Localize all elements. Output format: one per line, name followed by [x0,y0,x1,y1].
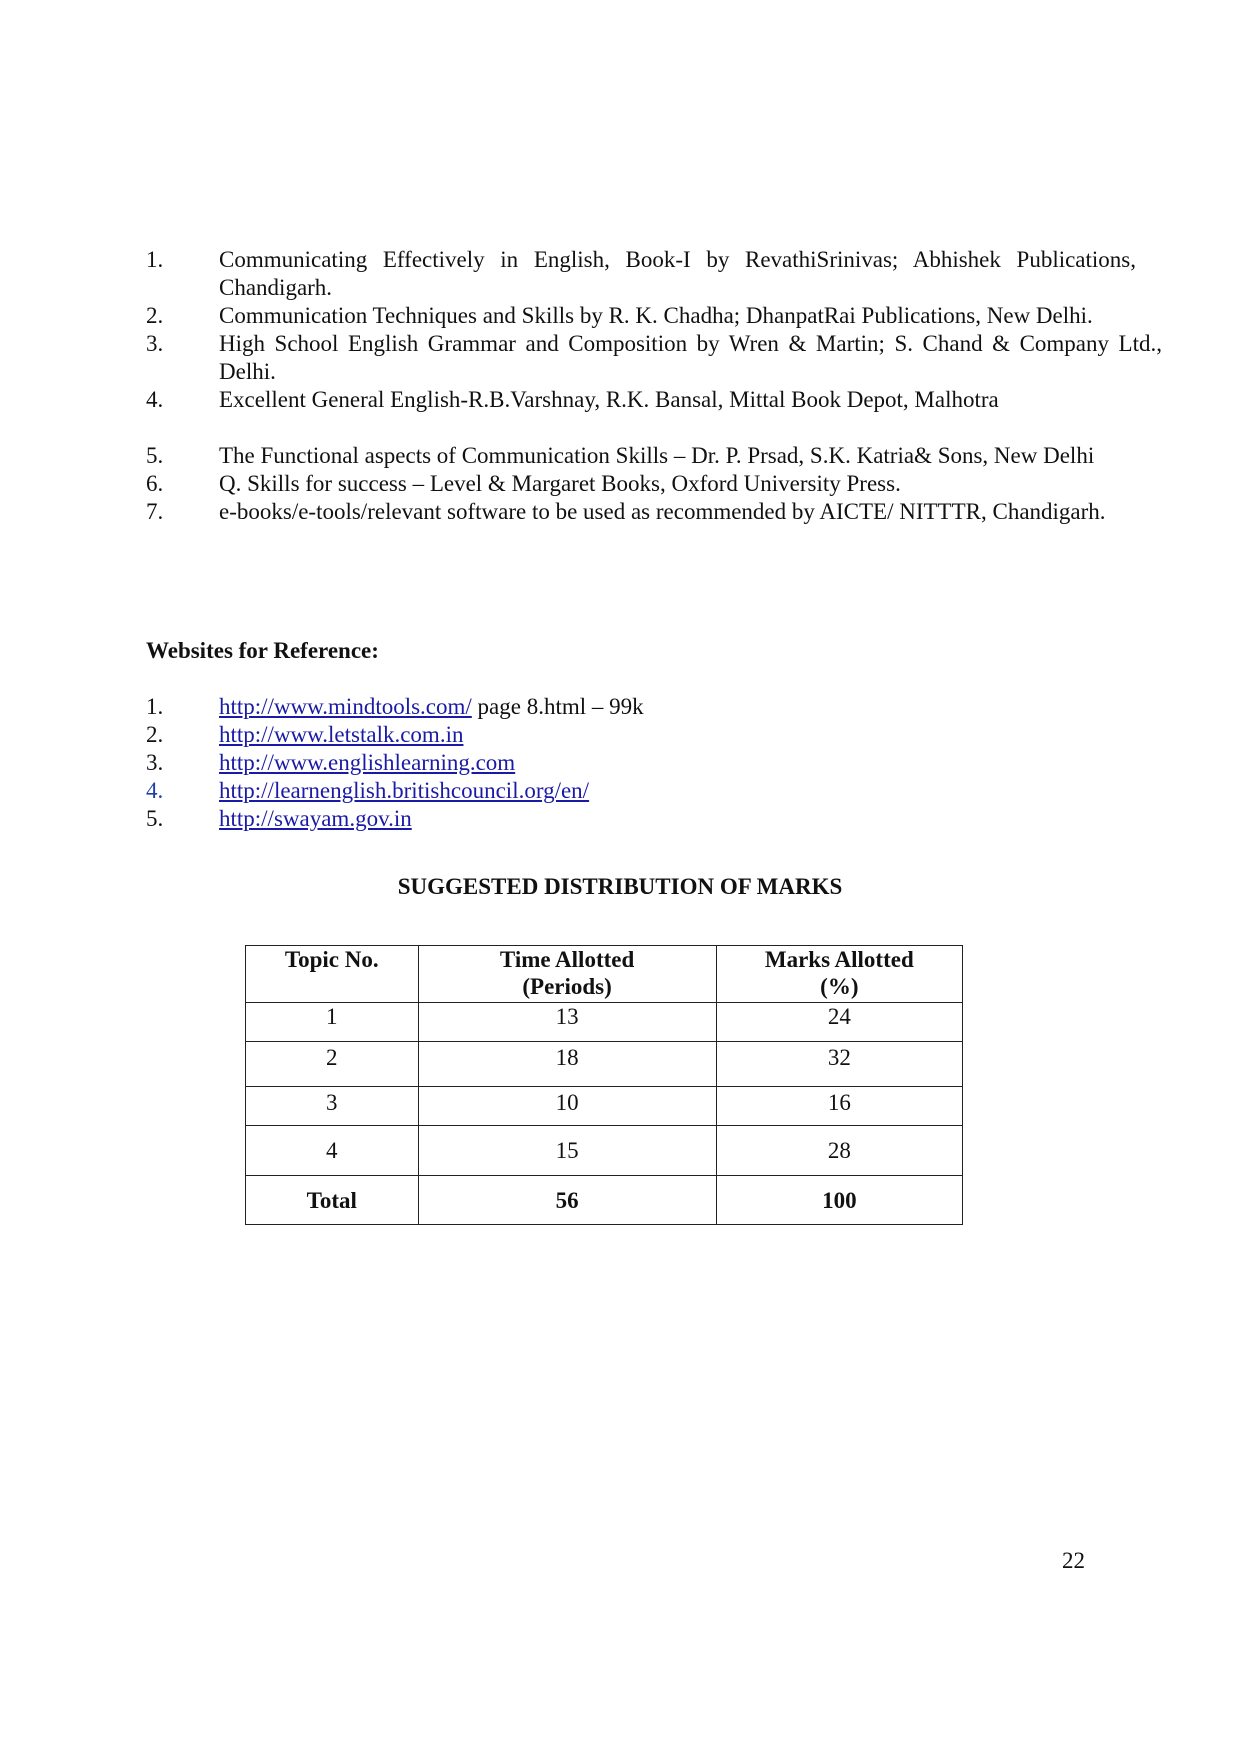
cell-topic: 3 [246,1087,419,1126]
table-row [246,1087,963,1126]
list-number: 2. [146,722,164,747]
list-item [146,777,644,805]
list-number: 5. [146,806,164,831]
header-time-line2: (Periods) [522,974,612,999]
list-number: 7. [146,499,164,524]
header-time-allotted [418,946,716,1003]
list-item [146,498,1136,526]
cell-time: 15 [418,1126,716,1176]
book-entry: High School English Grammar and Composition by Wren & Martin; S. Chand & Company Ltd., Delhi. [219,331,1162,384]
list-item [146,330,1162,386]
list-number: 4. [146,387,164,412]
book-entry: Communication Techniques and Skills by R. K. Chadha; DhanpatRai Publications, New Delhi. [219,303,1093,328]
cell-topic: 4 [246,1126,419,1176]
cell-time: 18 [418,1042,716,1087]
list-number: 6. [146,471,164,496]
website-entry [219,693,644,721]
list-item [146,721,644,749]
list-item [146,693,644,721]
website-link[interactable]: http://www.letstalk.com.in [219,722,464,747]
list-item [146,470,1136,498]
list-item [146,805,644,833]
cell-total-time: 56 [418,1176,716,1225]
list-item [146,386,1136,414]
header-marks-line1: Marks Allotted [764,947,914,972]
list-number: 1. [146,247,164,272]
list-number: 1. [146,694,164,719]
marks-title-text: SUGGESTED DISTRIBUTION OF MARKS [397,874,843,899]
cell-marks: 24 [716,1003,962,1042]
table-header-row [246,946,963,1003]
website-link[interactable]: http://swayam.gov.in [219,806,412,831]
book-entry: The Functional aspects of Communication Skills – Dr. P. Prsad, S.K. Katria& Sons, New Delhi [219,443,1095,468]
cell-topic: 2 [246,1042,419,1087]
marks-distribution-table [245,945,963,1225]
cell-time: 13 [418,1003,716,1042]
website-link[interactable]: http://learnenglish.britishcouncil.org/en/ [219,778,590,803]
cell-marks: 28 [716,1126,962,1176]
book-entry: e-books/e-tools/relevant software to be used as recommended by AICTE/ NITTTR, Chandigarh. [219,499,1106,524]
header-topic-no: Topic No. [246,946,419,1003]
websites-list [146,693,644,833]
cell-time: 10 [418,1087,716,1126]
list-number: 3. [146,331,164,356]
website-link[interactable]: http://www.englishlearning.com [219,750,516,775]
marks-section-title [0,873,1240,901]
cell-topic: 1 [246,1003,419,1042]
cell-total-label: Total [246,1176,419,1225]
website-link[interactable]: http://www.mindtools.com/ [219,694,472,719]
reference-books-list [146,246,1162,526]
table-row [246,1126,963,1176]
list-item [146,749,644,777]
list-item [146,246,1136,302]
table-total-row [246,1176,963,1225]
list-item [146,442,1136,470]
table-row [246,1003,963,1042]
header-time-line1: Time Allotted [499,947,635,972]
list-number: 4. [146,778,164,803]
websites-heading: Websites for Reference: [146,638,379,663]
book-entry: Communicating Effectively in English, Book-I by RevathiSrinivas; Abhishek Publications, Chandigarh. [219,247,1136,300]
book-entry: Q. Skills for success – Level & Margaret Books, Oxford University Press. [219,471,901,496]
page-number: 22 [1062,1548,1085,1573]
list-item [146,302,1136,330]
header-marks-line2: (%) [820,974,859,999]
list-number: 3. [146,750,164,775]
cell-total-marks: 100 [716,1176,962,1225]
link-suffix: page 8.html – 99k [471,694,644,719]
table-row [246,1042,963,1087]
list-number: 5. [146,443,164,468]
header-marks-allotted [716,946,962,1003]
cell-marks: 32 [716,1042,962,1087]
list-number: 2. [146,303,164,328]
cell-marks: 16 [716,1087,962,1126]
book-entry: Excellent General English-R.B.Varshnay, R.K. Bansal, Mittal Book Depot, Malhotra [219,387,999,412]
